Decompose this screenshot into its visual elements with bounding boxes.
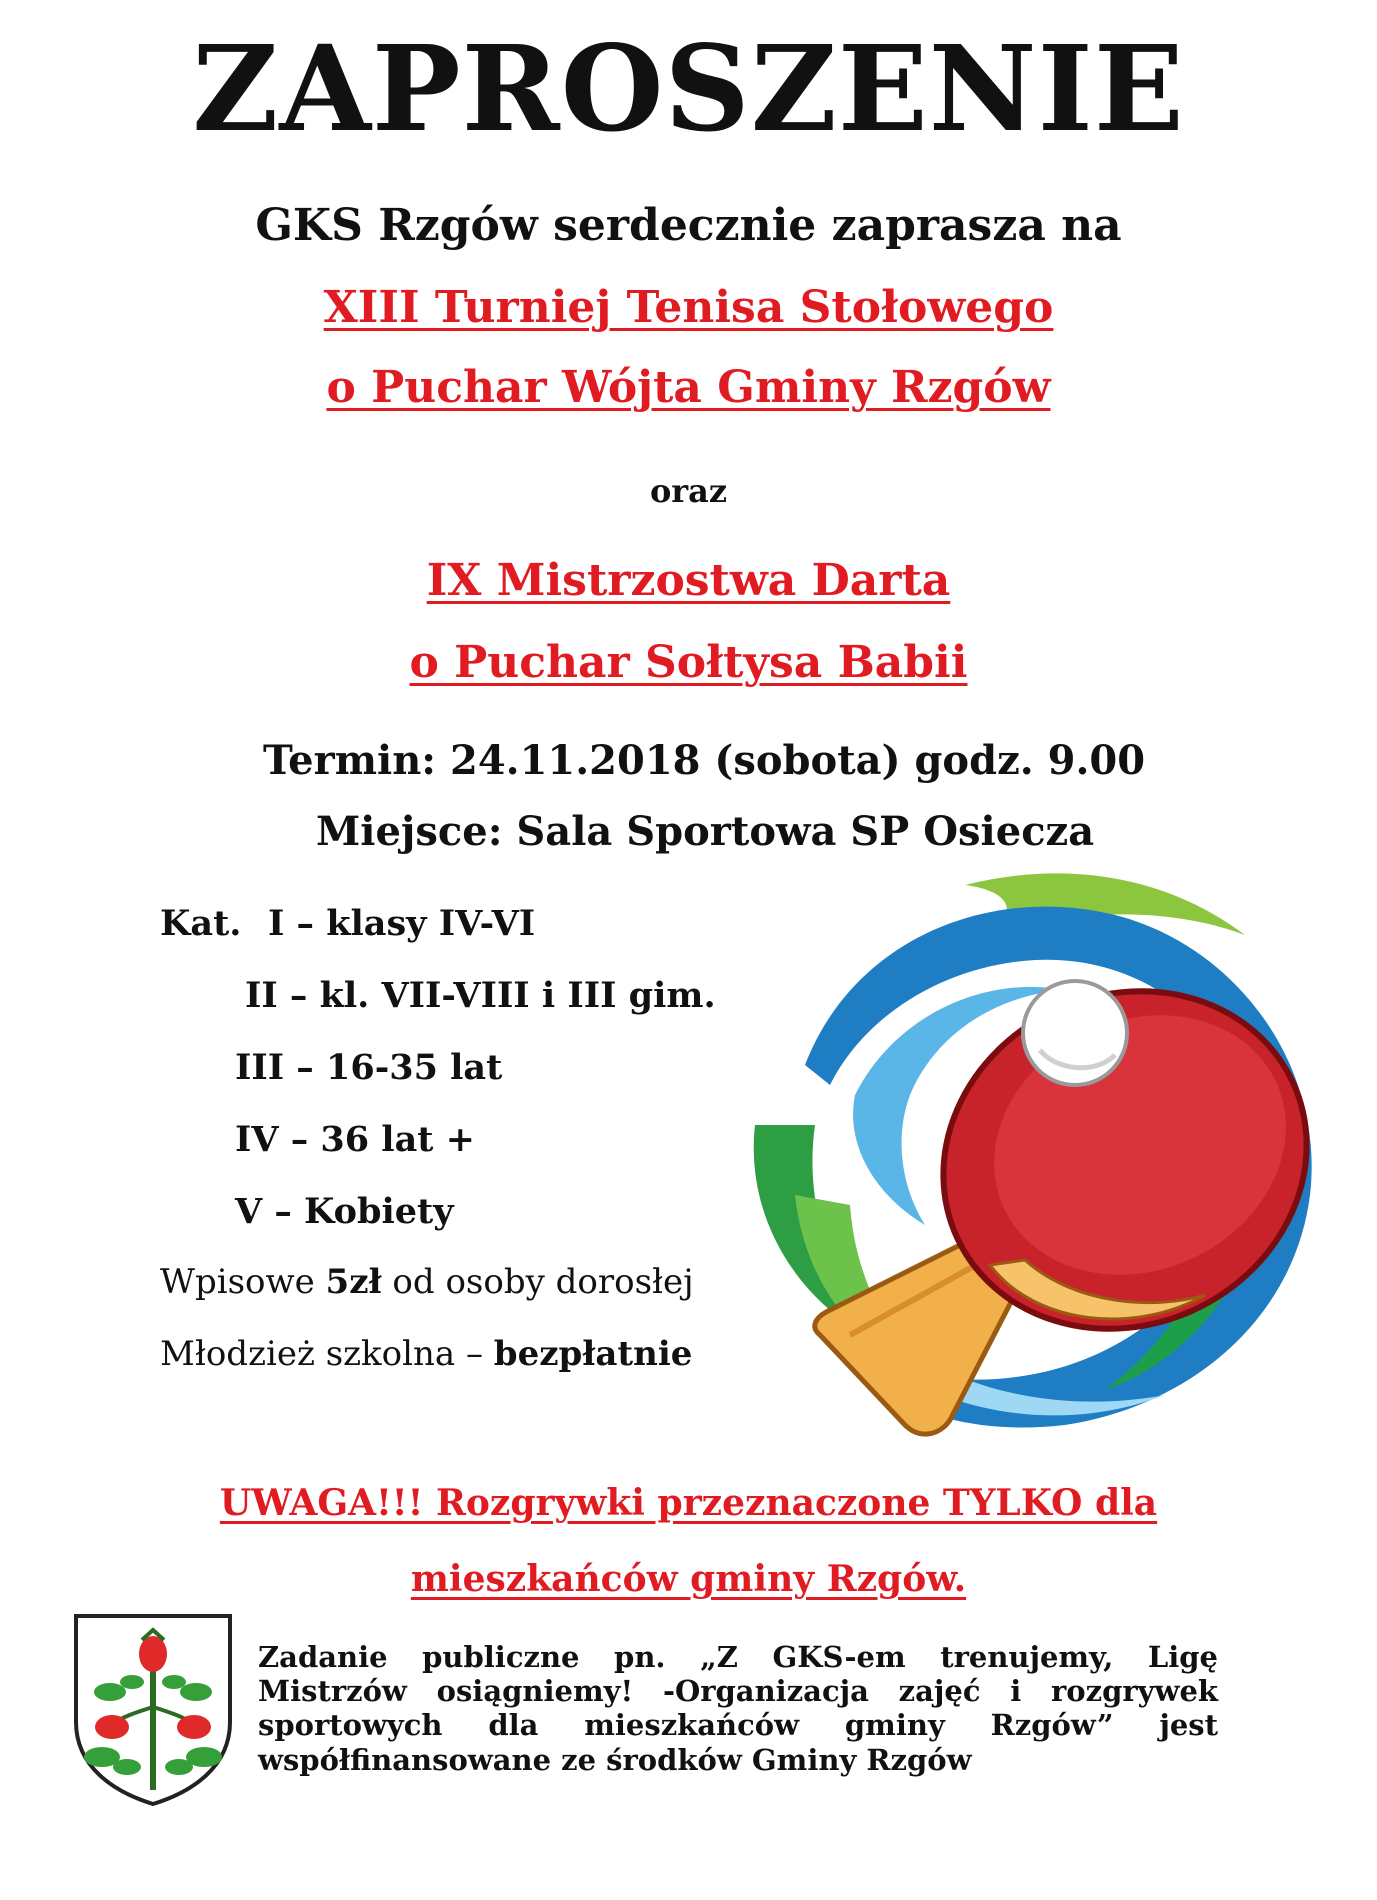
category-item: IV – 36 lat + — [235, 1119, 475, 1160]
youth-fee — [160, 1334, 692, 1374]
event1-line2: o Puchar Wójta Gminy Rzgów — [326, 362, 1051, 413]
event2-line2-wrap — [0, 637, 1377, 688]
funding-note — [258, 1640, 1218, 1777]
categories-label: Kat. — [160, 903, 242, 944]
warning-line2-wrap — [0, 1558, 1377, 1600]
event-place: Miejsce: Sala Sportowa SP Osiecza — [316, 808, 1095, 855]
entry-fee-amount: 5zł — [325, 1262, 382, 1302]
table-tennis-paddle-icon — [735, 865, 1355, 1450]
category-item: V – Kobiety — [235, 1191, 454, 1232]
funding-note-line: sportowych dla mieszkańców gminy Rzgów” jest — [258, 1708, 1218, 1743]
conjunction: oraz — [649, 472, 728, 510]
funding-note-line: Mistrzów osiągniemy! -Organizacja zajęć i rozgrywek — [258, 1674, 1218, 1709]
category-item: III – 16-35 lat — [235, 1047, 503, 1088]
entry-fee-prefix: Wpisowe — [160, 1262, 326, 1302]
funding-note-line: współfinansowane ze środków Gminy Rzgów — [258, 1742, 972, 1777]
coat-of-arms-rosehip-icon — [72, 1612, 234, 1808]
warning-line2: mieszkańców gminy Rzgów. — [410, 1558, 967, 1600]
entry-fee-suffix: od osoby dorosłej — [381, 1262, 694, 1302]
invitation-subtitle: GKS Rzgów serdecznie zaprasza na — [255, 200, 1122, 251]
event2-line2: o Puchar Sołtysa Babii — [409, 637, 968, 688]
event1-line1: XIII Turniej Tenisa Stołowego — [323, 282, 1054, 333]
event2-line1-wrap — [0, 555, 1377, 606]
event1-line2-wrap — [0, 362, 1377, 413]
youth-fee-value: bezpłatnie — [493, 1334, 693, 1374]
funding-note-line: Zadanie publiczne pn. „Z GKS-em trenujemy, Ligę — [258, 1640, 1218, 1674]
page-title: ZAPROSZENIE — [192, 19, 1185, 158]
event-date: Termin: 24.11.2018 (sobota) godz. 9.00 — [263, 737, 1146, 784]
event1-line1-wrap — [0, 282, 1377, 333]
youth-fee-prefix: Młodzież szkolna – — [160, 1334, 494, 1374]
event2-line1: IX Mistrzostwa Darta — [426, 555, 951, 606]
warning-line1-wrap — [0, 1482, 1377, 1524]
category-item: I – klasy IV-VI — [268, 903, 536, 944]
category-item: II – kl. VII-VIII i III gim. — [245, 975, 716, 1016]
warning-line1: UWAGA!!! Rozgrywki przeznaczone TYLKO dla — [219, 1482, 1158, 1524]
entry-fee — [160, 1262, 694, 1302]
